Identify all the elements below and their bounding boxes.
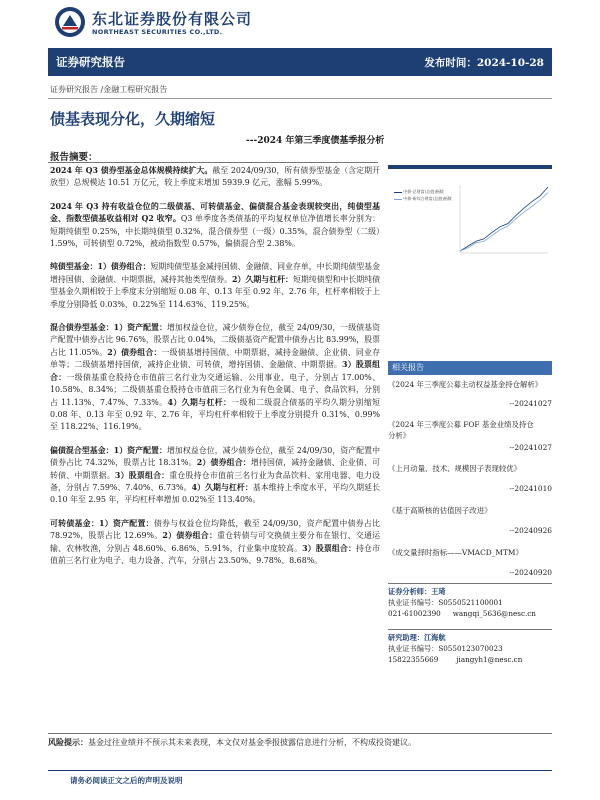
company-logo-icon xyxy=(54,6,86,38)
paragraph-text: 债券与权益仓位均降低，截至 24/09/30，资产配置中债券占比 78.92%，股票占比 12.69%。 xyxy=(50,518,380,541)
page-subtitle: ---2024 年第三季度债基季报分析 xyxy=(246,136,385,146)
related-report-title[interactable]: 《2024 年三季度公募 FOF 基金业绩及持仓分析》 xyxy=(388,420,534,440)
paragraph-text: 增加权益仓位，减少债券仓位，截至 24/09/30，一级债基资产配置中债券占比 96.76%，股票占比 0.04%，二级债基资产配置中债券占比 83.99%，股票占比 11.05%。 xyxy=(50,323,380,357)
page-title: 债基表现分化，久期缩短 xyxy=(50,110,216,128)
company-logo xyxy=(54,6,314,40)
analyst-cert: 执业证书编号：S0550123070023 xyxy=(388,644,503,653)
analyst-phone: 021-61002390 xyxy=(388,609,441,618)
risk-warning xyxy=(48,733,552,750)
analyst-contact xyxy=(388,608,552,619)
legend-label: 中债-新综合财富(总值)指数 xyxy=(403,196,452,201)
risk-label: 风险提示： xyxy=(48,737,88,747)
paragraph-text: 重仓转债与可交换债主要分布在银行、交通运输、农林牧渔，分别占 48.60%、6.86%、5.91%，行业集中度较高。 xyxy=(50,531,380,553)
divider xyxy=(48,98,552,99)
footer-rule xyxy=(48,770,552,771)
company-name-cn: 东北证券股份有限公司 xyxy=(92,10,253,28)
related-report-date: --20240926 xyxy=(509,526,552,535)
related-report-title[interactable]: 《上月动量、技术、规模因子表现较优》 xyxy=(388,464,522,473)
paragraph-lead: 4）久期与杠杆： xyxy=(167,397,232,407)
divider xyxy=(48,162,378,163)
related-report-date: --20241010 xyxy=(509,484,552,493)
analyst-name: 研究助理：江海航 xyxy=(388,633,446,642)
paragraph-text: Q3 单季度各类债基的平均复权单位净值增长率分别为：短期纯债型 0.25%，中长期纯债型 0.32%，混合债券型（一级）0.35%，混合债券型（二级）1.59%，可转债型 0.72%，被动指数型 0.57%，偏债混合型 2.38%。 xyxy=(50,214,381,249)
analyst-email[interactable]: jiangyh1@nesc.cn xyxy=(456,655,523,664)
paragraph-performance xyxy=(50,201,380,251)
index-chart xyxy=(388,165,552,265)
paragraph-text: 一级债基重仓股持仓市值前三名行业为交通运输、公用事业、电子，分别占 17.00%、10.58%、8.34%；二级债基重仓股持仓市值前三名行业为有色金属、电子、食品饮料，分别占 11.13%、7.47%、7.33%。 xyxy=(50,372,380,407)
paragraph-text: 增持国债，减持金融债、企业债、可转债、中期票据。 xyxy=(50,458,380,480)
paragraph-text: 基本维持上季度水平，平均久期延长 0.10 年至 2.95 年，平均杠杆率增加 0.02%至 113.40%。 xyxy=(50,482,380,505)
related-heading: 相关报告 xyxy=(388,361,552,375)
paragraph-text: 持仓市值前三名行业为电子、电力设备、汽车，分别占 23.50%、9.78%、8.68%。 xyxy=(50,543,380,565)
analyst-block xyxy=(388,629,552,665)
report-type: 证券研究报告 xyxy=(56,55,125,69)
company-name-en: NORTHEAST SECURITIES CO.,LTD. xyxy=(92,28,223,36)
series-line-1 xyxy=(460,193,548,251)
paragraph-lead: 2）债券组合： xyxy=(162,531,218,541)
analyst-block xyxy=(388,583,552,619)
report-banner xyxy=(48,48,552,76)
publish-date: 发布时间：2024-10-28 xyxy=(424,57,544,69)
paragraph-scale xyxy=(50,165,380,190)
related-report-date: --20241027 xyxy=(509,399,552,408)
paragraph-lead: 4）久期与杠杆： xyxy=(191,482,253,492)
breadcrumb: 证券研究报告 /金融工程研究报告 xyxy=(50,85,168,94)
summary-heading: 报告摘要： xyxy=(50,152,98,163)
legend-label: 中债-总财富(总值)指数 xyxy=(403,189,444,194)
paragraph-lead: 2024 年 Q3 持有收益仓位的二级债基、可转债基金、偏债混合基金表现较突出，纯债型基金、指数型债基收益相对 Q2 收窄。 xyxy=(50,201,380,224)
paragraph-lead: 3）股票组合： xyxy=(114,470,170,480)
paragraph-lead: 2）债券组合： xyxy=(107,347,162,357)
related-report-date: --20240920 xyxy=(509,568,552,577)
paragraph-lead: 纯债型基金：1）债券组合： xyxy=(50,262,151,272)
analyst-email[interactable]: wangqi_5636@nesc.cn xyxy=(452,609,536,618)
paragraph-lead: 2）久期与杠杆： xyxy=(232,274,293,284)
paragraph-text: 短期纯债型基金减持国债、金融债、同业存单，中长期纯债型基金增持国债、金融债、中期票据，减持其他类型债券。 xyxy=(50,262,380,284)
paragraph-pure-bond xyxy=(50,261,380,311)
series-line-0 xyxy=(460,187,548,251)
paragraph-lead: 2024 年 Q3 债券型基金总体规模持续扩大。 xyxy=(50,166,213,175)
paragraph-lead: 混合债券型基金：1）资产配置： xyxy=(50,323,167,333)
paragraph-lead: 2）债券组合： xyxy=(196,458,251,468)
footer-disclaimer: 请务必阅读正文之后的声明及说明 xyxy=(70,776,183,785)
paragraph-lead: 偏债混合型基金：1）资产配置： xyxy=(50,445,167,455)
paragraph-bond-mixed xyxy=(50,445,380,507)
paragraph-text: 一级和二级混合债基的平均久期分别缩短 0.08 年、0.13 年至 0.92 年、2.76 年，平均杠杆率相较于上季度分别提升 0.31%、0.99%至 118.22%、116.19%。 xyxy=(50,397,380,432)
divider xyxy=(388,583,552,584)
paragraph-text: 重仓股持仓市值前三名行业为食品饮料、家用电器、电力设备，分别占 7.59%、7.40%、6.73%。 xyxy=(50,470,380,492)
analyst-contact xyxy=(388,654,552,665)
analyst-phone: 15822355669 xyxy=(388,655,439,664)
analyst-name: 证券分析师：王琦 xyxy=(388,587,446,596)
paragraph-lead: 3）股票组合： xyxy=(302,543,357,553)
analyst-cert: 执业证书编号：S0550521100001 xyxy=(388,598,503,607)
paragraph-mixed-bond xyxy=(50,322,380,434)
paragraph-text: 一级债基增持国债、中期票据，减持金融债、企业债、同业存单等；二级债基增持国债，减持企业债、可转债，增持国债、金融债、中期票据。 xyxy=(50,347,380,370)
paragraph-text: 短期纯债型和中长期纯债型基金久期相较于上季度末分别缩短 0.08 年、0.13 年至 0.92 年、2.76 年，杠杆率相较于上季度分别降低 0.03%、0.22%至 114.63%、119.25%。 xyxy=(50,274,380,309)
paragraph-convertible xyxy=(50,518,380,568)
summary-body xyxy=(50,165,380,567)
paragraph-lead: 3）股票组合： xyxy=(50,360,380,382)
chart-plot xyxy=(388,165,552,265)
divider xyxy=(388,629,552,630)
paragraph-lead: 可转债基金：1）资产配置： xyxy=(50,518,154,528)
related-report-title[interactable]: 《2024 年三季度公募主动权益基金持仓解析》 xyxy=(388,380,543,389)
risk-text: 基金过往业绩并不预示其未来表现，本文仅对基金季报披露信息进行分析，不构成投资建议。 xyxy=(88,738,416,747)
paragraph-text: 截至 2024/09/30，所有债券型基金（含定期开放型）总规模达 10.51 万亿元，较上季度末增加 5939.9 亿元，涨幅 5.99%。 xyxy=(50,166,380,188)
paragraph-text: 增加权益仓位，减少债券仓位，截至 24/09/30，资产配置中债券占比 74.32%，股票占比 18.31%。 xyxy=(50,445,380,468)
related-report-title[interactable]: 《成交量择时指标——VMACD_MTM》 xyxy=(388,548,523,557)
related-report-date: --20241027 xyxy=(509,443,552,452)
related-report-title[interactable]: 《基于高斯核的估值因子改进》 xyxy=(388,506,492,515)
